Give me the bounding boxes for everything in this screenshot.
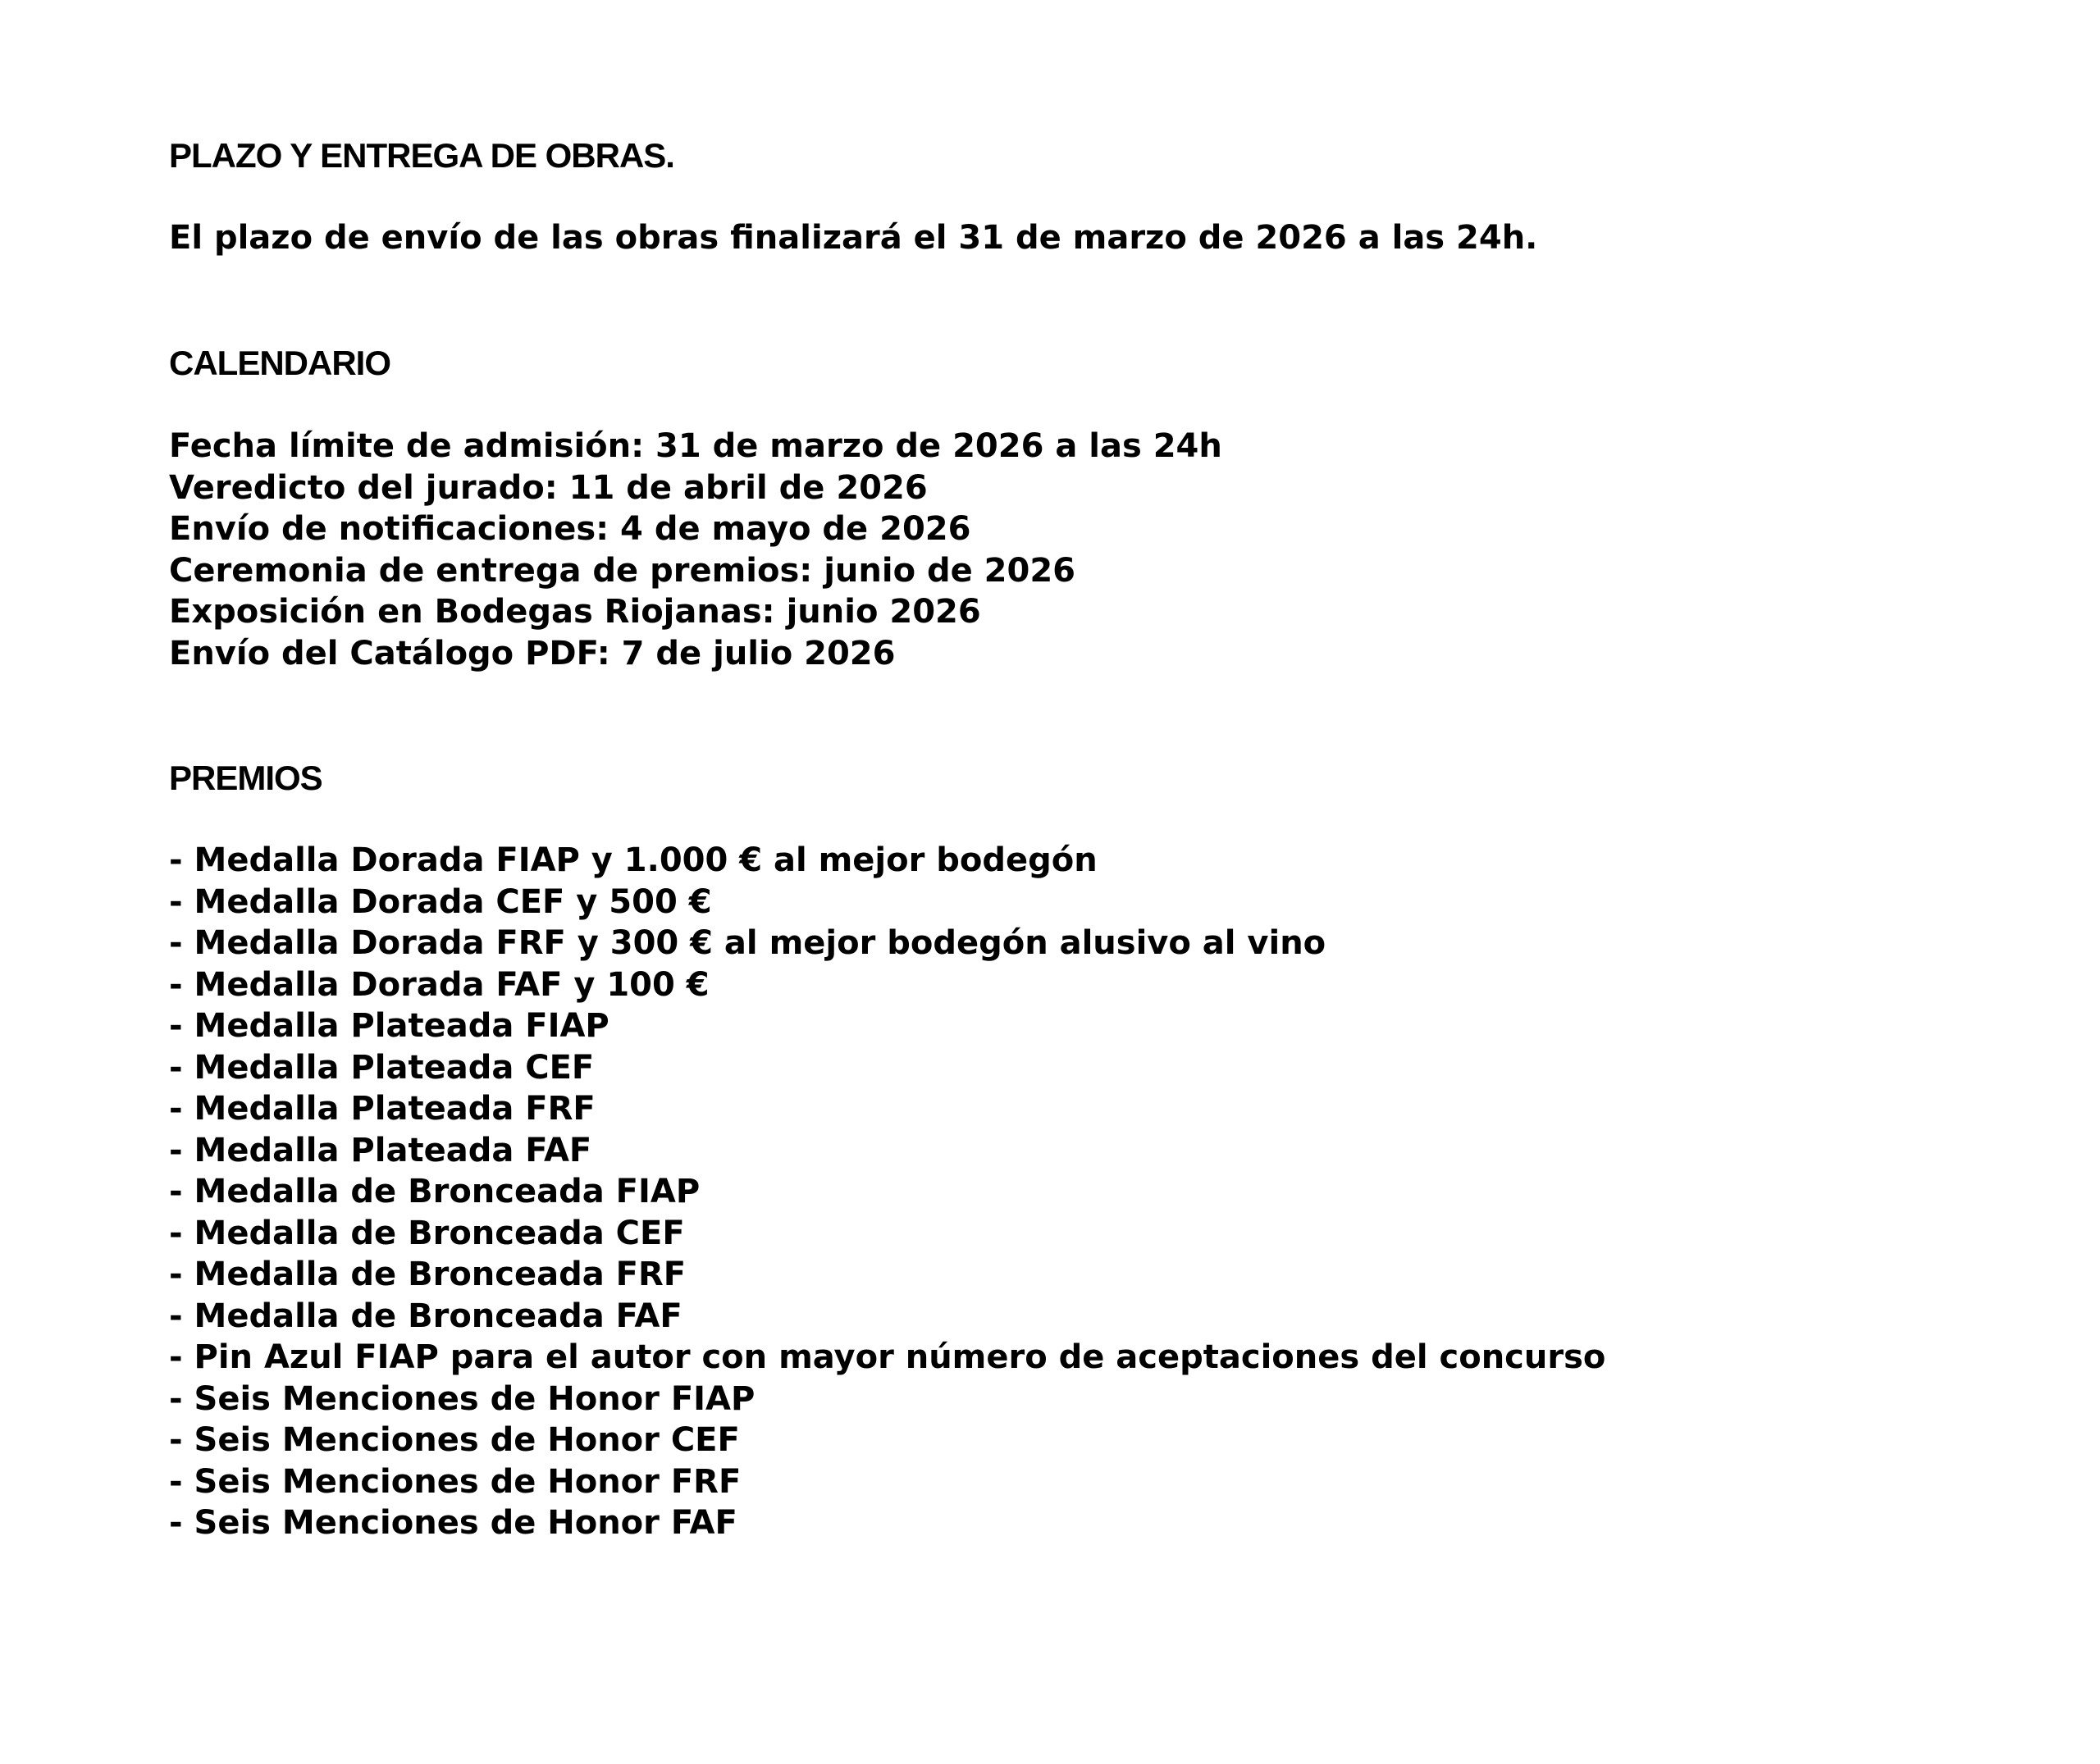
premio-item: - Medalla Plateada FIAP: [169, 1007, 609, 1045]
premio-item: - Medalla de Bronceada CEF: [169, 1214, 685, 1252]
premio-item: - Medalla Plateada CEF: [169, 1048, 595, 1087]
premio-item: - Medalla Dorada FIAP y 1.000 € al mejor bodegón: [169, 841, 1098, 879]
calendario-item: Ceremonia de entrega de premios: junio de 2026: [169, 551, 1075, 590]
premio-item: - Medalla Dorada FAF y 100 €: [169, 965, 710, 1004]
premio-item: - Medalla de Bronceada FIAP: [169, 1173, 701, 1210]
calendario-item: Veredicto del jurado: 11 de abril de 2026: [169, 468, 928, 507]
calendario-item: Envío del Catálogo PDF: 7 de julio 2026: [169, 634, 896, 672]
premio-item: - Medalla Dorada FRF y 300 € al mejor bodegón alusivo al vino: [169, 924, 1326, 962]
premio-item: - Seis Menciones de Honor FAF: [169, 1504, 737, 1542]
calendario-item: Fecha límite de admisión: 31 de marzo de 2026 a las 24h: [169, 427, 1222, 465]
premio-item: - Seis Menciones de Honor FRF: [169, 1462, 742, 1501]
section-heading-plazo: PLAZO Y ENTREGA DE OBRAS.: [169, 136, 674, 175]
premios-list: [169, 840, 1605, 1544]
premio-item: - Pin Azul FIAP para el autor con mayor número de aceptaciones del concurso: [169, 1338, 1606, 1376]
premio-item: - Medalla Plateada FAF: [169, 1131, 592, 1169]
calendario-item: Envío de notificaciones: 4 de mayo de 2026: [169, 510, 971, 548]
calendario-list: [169, 426, 1222, 674]
premio-item: - Medalla de Bronceada FRF: [169, 1256, 687, 1293]
premio-item: - Seis Menciones de Honor FIAP: [169, 1379, 756, 1418]
premio-item: - Seis Menciones de Honor CEF: [169, 1421, 740, 1459]
premio-item: - Medalla de Bronceada FAF: [169, 1297, 682, 1335]
section-heading-calendario: CALENDARIO: [169, 344, 390, 382]
section-heading-premios: PREMIOS: [169, 759, 322, 797]
plazo-text: El plazo de envío de las obras finalizará el 31 de marzo de 2026 a las 24h.: [169, 219, 1538, 257]
premio-item: - Medalla Plateada FRF: [169, 1090, 596, 1128]
premio-item: - Medalla Dorada CEF y 500 €: [169, 882, 712, 921]
calendario-item: Exposición en Bodegas Riojanas: junio 2026: [169, 593, 981, 631]
